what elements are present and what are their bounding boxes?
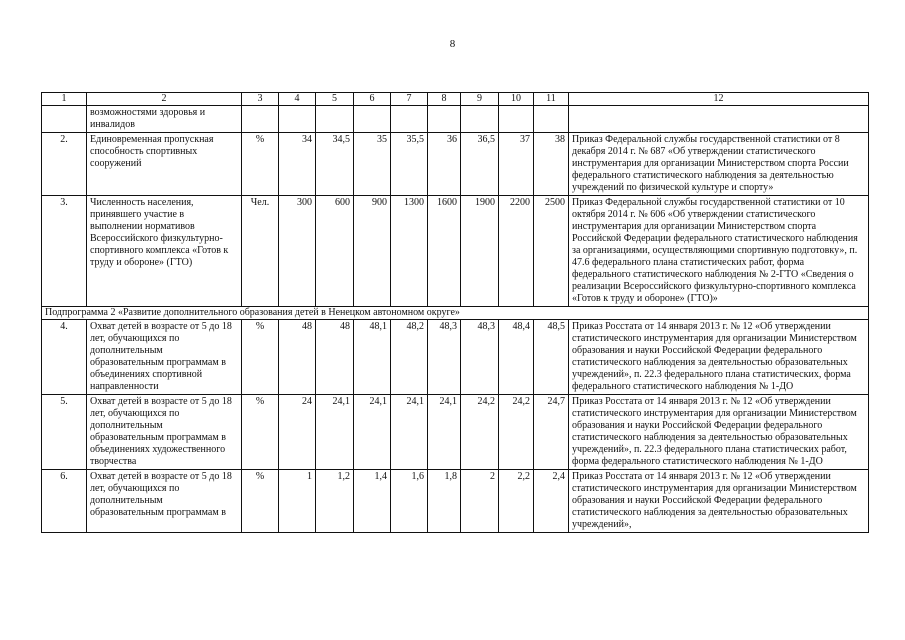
value-cell: 35,5	[391, 133, 428, 196]
value-cell: 48,2	[391, 320, 428, 395]
unit-cell: %	[242, 320, 279, 395]
unit-cell	[242, 106, 279, 133]
table-row	[42, 470, 869, 533]
header-cell-10: 10	[499, 93, 534, 106]
value-cell: 48,4	[499, 320, 534, 395]
value-cell: 24,1	[354, 395, 391, 470]
indicator-name: Численность населения, принявшего участие в выполнении нормативов Всероссийского физкультурно-спортивного комплекса «Готов к труду и обороне» (ГТО)	[87, 196, 242, 307]
value-cell: 2200	[499, 196, 534, 307]
value-cell: 24	[279, 395, 316, 470]
source-cell: Приказ Росстата от 14 января 2013 г. № 12 «Об утверждении статистического инструментария для организации Министерством образования и науки Российской Федерации федерального статистического наблюдения за деятельностью образовательных учреждений»,	[569, 470, 869, 533]
value-cell: 1,2	[316, 470, 354, 533]
row-number: 6.	[42, 470, 87, 533]
row-number	[42, 106, 87, 133]
table-row	[42, 320, 869, 395]
table-row	[42, 133, 869, 196]
value-cell: 48,5	[534, 320, 569, 395]
value-cell: 300	[279, 196, 316, 307]
value-cell: 2	[461, 470, 499, 533]
header-cell-3: 3	[242, 93, 279, 106]
unit-cell: %	[242, 395, 279, 470]
value-cell: 48,3	[428, 320, 461, 395]
header-cell-6: 6	[354, 93, 391, 106]
table-header-row	[42, 93, 869, 106]
value-cell: 1,6	[391, 470, 428, 533]
indicators-table	[41, 92, 869, 533]
value-cell	[499, 106, 534, 133]
value-cell: 36	[428, 133, 461, 196]
value-cell: 1,8	[428, 470, 461, 533]
value-cell: 24,1	[428, 395, 461, 470]
value-cell: 2,4	[534, 470, 569, 533]
value-cell: 1,4	[354, 470, 391, 533]
source-cell: Приказ Федеральной службы государственной статистики от 8 декабря 2014 г. № 687 «Об утверждении статистического инструментария для организации Министерством спорта России федерального статистического наблюдения за деятельностью учреждений по физической культуре и спорту»	[569, 133, 869, 196]
header-cell-4: 4	[279, 93, 316, 106]
unit-cell: Чел.	[242, 196, 279, 307]
header-cell-9: 9	[461, 93, 499, 106]
page-number: 8	[449, 38, 456, 50]
value-cell	[534, 106, 569, 133]
value-cell: 1600	[428, 196, 461, 307]
value-cell	[316, 106, 354, 133]
value-cell: 48,3	[461, 320, 499, 395]
indicator-name: Единовременная пропускная способность спортивных сооружений	[87, 133, 242, 196]
source-cell: Приказ Федеральной службы государственной статистики от 10 октября 2014 г. № 606 «Об утверждении статистического инструментария для организации Министерством спорта Российской Федерации федерального статистического наблюдения за организациями, осуществляющими спортивную подготовку», п. 47.6 федерального плана статистических работ, форма федерального статистического наблюдения № 2-ГТО «Сведения о реализации Всероссийского физкультурно-спортивного комплекса «Готов к труду и обороне» (ГТО)»	[569, 196, 869, 307]
value-cell: 48,1	[354, 320, 391, 395]
table-row	[42, 196, 869, 307]
indicator-name: Охват детей в возрасте от 5 до 18 лет, обучающихся по дополнительным образовательным программам в	[87, 470, 242, 533]
value-cell: 24,7	[534, 395, 569, 470]
value-cell	[428, 106, 461, 133]
table-row	[42, 106, 869, 133]
subprogram-row	[42, 307, 869, 320]
unit-cell: %	[242, 470, 279, 533]
header-cell-8: 8	[428, 93, 461, 106]
header-cell-12: 12	[569, 93, 869, 106]
value-cell	[279, 106, 316, 133]
value-cell: 2,2	[499, 470, 534, 533]
value-cell: 1	[279, 470, 316, 533]
source-cell	[569, 106, 869, 133]
header-cell-7: 7	[391, 93, 428, 106]
header-cell-2: 2	[87, 93, 242, 106]
value-cell: 24,1	[391, 395, 428, 470]
row-number: 3.	[42, 196, 87, 307]
indicator-name: Охват детей в возрасте от 5 до 18 лет, обучающихся по дополнительным образовательным программам в объединениях спортивной направленности	[87, 320, 242, 395]
table-row	[42, 395, 869, 470]
row-number: 4.	[42, 320, 87, 395]
value-cell: 37	[499, 133, 534, 196]
header-cell-1: 1	[42, 93, 87, 106]
value-cell: 1300	[391, 196, 428, 307]
value-cell: 36,5	[461, 133, 499, 196]
value-cell: 34	[279, 133, 316, 196]
value-cell: 34,5	[316, 133, 354, 196]
value-cell: 2500	[534, 196, 569, 307]
value-cell: 24,2	[499, 395, 534, 470]
value-cell: 38	[534, 133, 569, 196]
value-cell: 1900	[461, 196, 499, 307]
value-cell: 35	[354, 133, 391, 196]
indicator-name: Охват детей в возрасте от 5 до 18 лет, обучающихся по дополнительным образовательным программам в объединениях художественного творчества	[87, 395, 242, 470]
value-cell: 48	[316, 320, 354, 395]
source-cell: Приказ Росстата от 14 января 2013 г. № 12 «Об утверждении статистического инструментария для организации Министерством образования и науки Российской Федерации федерального статистического наблюдения за деятельностью образовательных учреждений», п. 22.3 федерального плана статистических работ, форма федерального статистического наблюдения № 1-ДО	[569, 395, 869, 470]
header-cell-5: 5	[316, 93, 354, 106]
source-cell: Приказ Росстата от 14 января 2013 г. № 12 «Об утверждении статистического инструментария для организации Министерством образования и науки Российской Федерации федерального статистического наблюдения за деятельностью образовательных учреждений», п. 22.3 федерального плана статистических, форма федерального статистического наблюдения № 1-ДО	[569, 320, 869, 395]
value-cell: 24,1	[316, 395, 354, 470]
value-cell	[461, 106, 499, 133]
indicator-name: возможностями здоровья и инвалидов	[87, 106, 242, 133]
unit-cell: %	[242, 133, 279, 196]
row-number: 2.	[42, 133, 87, 196]
value-cell	[391, 106, 428, 133]
value-cell: 48	[279, 320, 316, 395]
value-cell: 600	[316, 196, 354, 307]
value-cell: 24,2	[461, 395, 499, 470]
row-number: 5.	[42, 395, 87, 470]
value-cell	[354, 106, 391, 133]
subprogram-title: Подпрограмма 2 «Развитие дополнительного образования детей в Ненецком автономном округе»	[42, 307, 869, 320]
header-cell-11: 11	[534, 93, 569, 106]
value-cell: 900	[354, 196, 391, 307]
